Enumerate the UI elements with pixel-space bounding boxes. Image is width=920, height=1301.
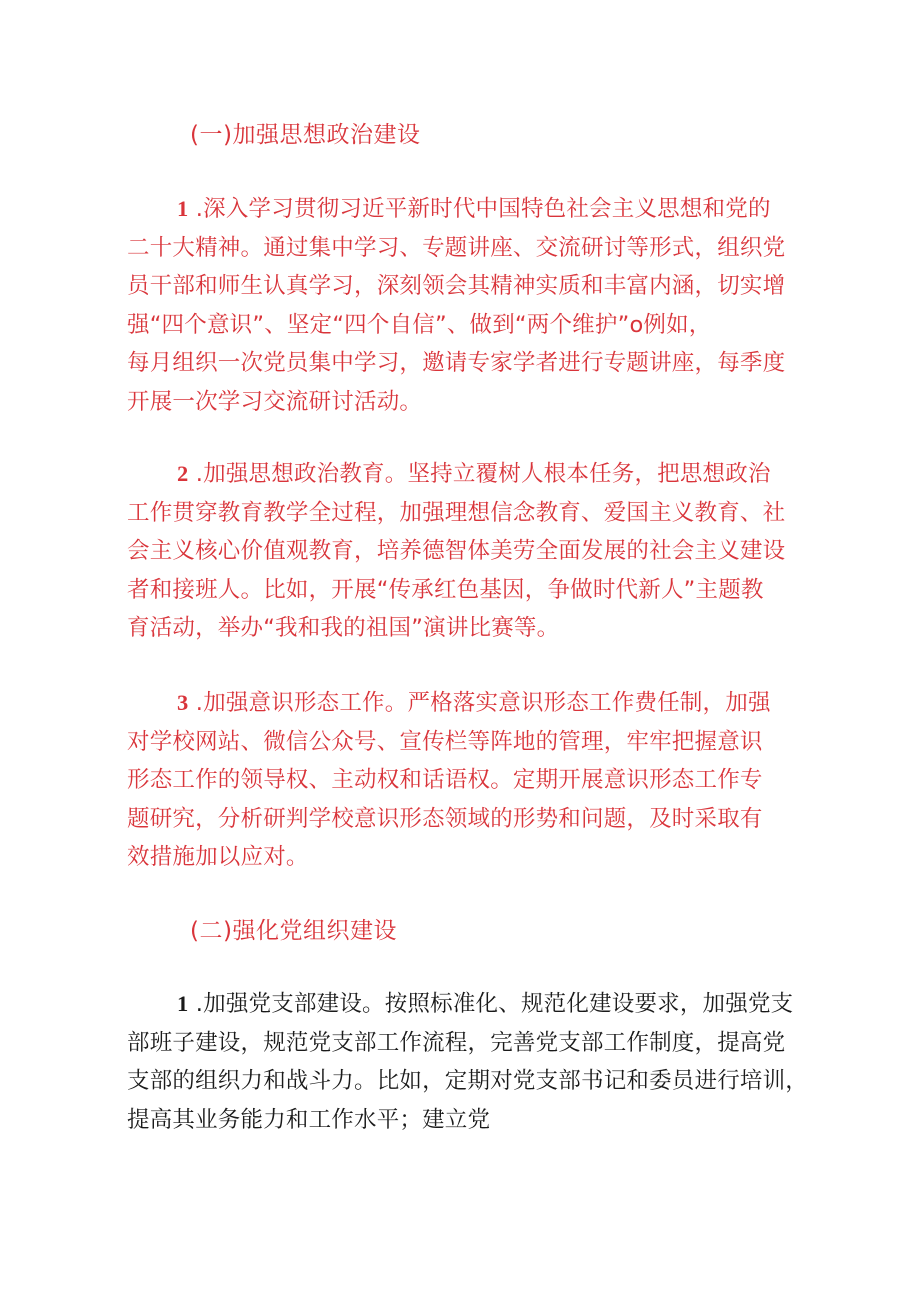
paragraph-line: 育活动，举办“我和我的祖国”演讲比赛等。 <box>127 615 560 641</box>
paragraph-line: 提高其业务能力和工作水平；建立党 <box>127 1106 491 1133</box>
paragraph-2-1 <box>127 985 807 1139</box>
paragraph-line: 1 .深入学习贯彻习近平新时代中国特色社会主义思想和党的 <box>177 196 771 222</box>
item-number: 2 <box>177 461 189 486</box>
section-heading-2: (二)强化党组织建设 <box>190 918 397 944</box>
paragraph-line: 每月组织一次党员集中学习，邀请专家学者进行专题讲座，每季度 <box>127 350 786 376</box>
paragraph-line: 题研究，分析研判学校意识形态领域的形势和问题，及时采取有 <box>127 805 763 832</box>
paragraph-line: 员干部和师生认真学习，深刻领会其精神实质和丰富内涵，切实增 <box>127 273 786 299</box>
paragraph-line: 形态工作的领导权、主动权和话语权。定期开展意识形态工作专 <box>127 767 763 793</box>
paragraph-1-3 <box>127 684 807 877</box>
paragraph-1-1 <box>127 190 807 421</box>
paragraph-line: 会主义核心价值观教育，培养德智体美劳全面发展的社会主义建设 <box>127 538 786 564</box>
paragraph-line: 者和接班人。比如，开展“传承红色基因，争做时代新人”主题教 <box>127 576 764 603</box>
section-heading-1: (一)加强思想政治建设 <box>190 122 421 148</box>
paragraph-line: 1 .加强党支部建设。按照标准化、规范化建设要求，加强党支 <box>177 991 794 1017</box>
paragraph-line: 对学校网站、微信公众号、宣传栏等阵地的管理，牢牢把握意识 <box>127 728 763 755</box>
paragraph-line: 工作贯穿教育教学全过程，加强理想信念教育、爱国主义教育、社 <box>127 499 786 526</box>
paragraph-line: 二十大精神。通过集中学习、专题讲座、交流研讨等形式，组织党 <box>127 234 786 261</box>
paragraph-line: 效措施加以应对。 <box>127 844 309 870</box>
paragraph-line: 开展一次学习交流研讨活动。 <box>127 388 423 415</box>
paragraph-line: 3 .加强意识形态工作。严格落实意识形态工作费任制，加强 <box>177 690 771 716</box>
paragraph-line: 支部的组织力和战斗力。比如，定期对党支部书记和委员进行培训， <box>127 1068 809 1094</box>
item-number: 3 <box>177 690 189 715</box>
paragraph-line: 2 .加强思想政治教育。坚持立覆树人根本任务，把思想政治 <box>177 461 771 487</box>
paragraph-line: 强“四个意识”、坚定“四个自信”、做到“两个维护”o例如， <box>127 311 712 338</box>
paragraph-line: 部班子建设，规范党支部工作流程，完善党支部工作制度，提高党 <box>127 1029 786 1056</box>
item-number: 1 <box>177 196 189 221</box>
paragraph-1-2 <box>127 455 807 648</box>
item-number: 1 <box>177 991 189 1016</box>
